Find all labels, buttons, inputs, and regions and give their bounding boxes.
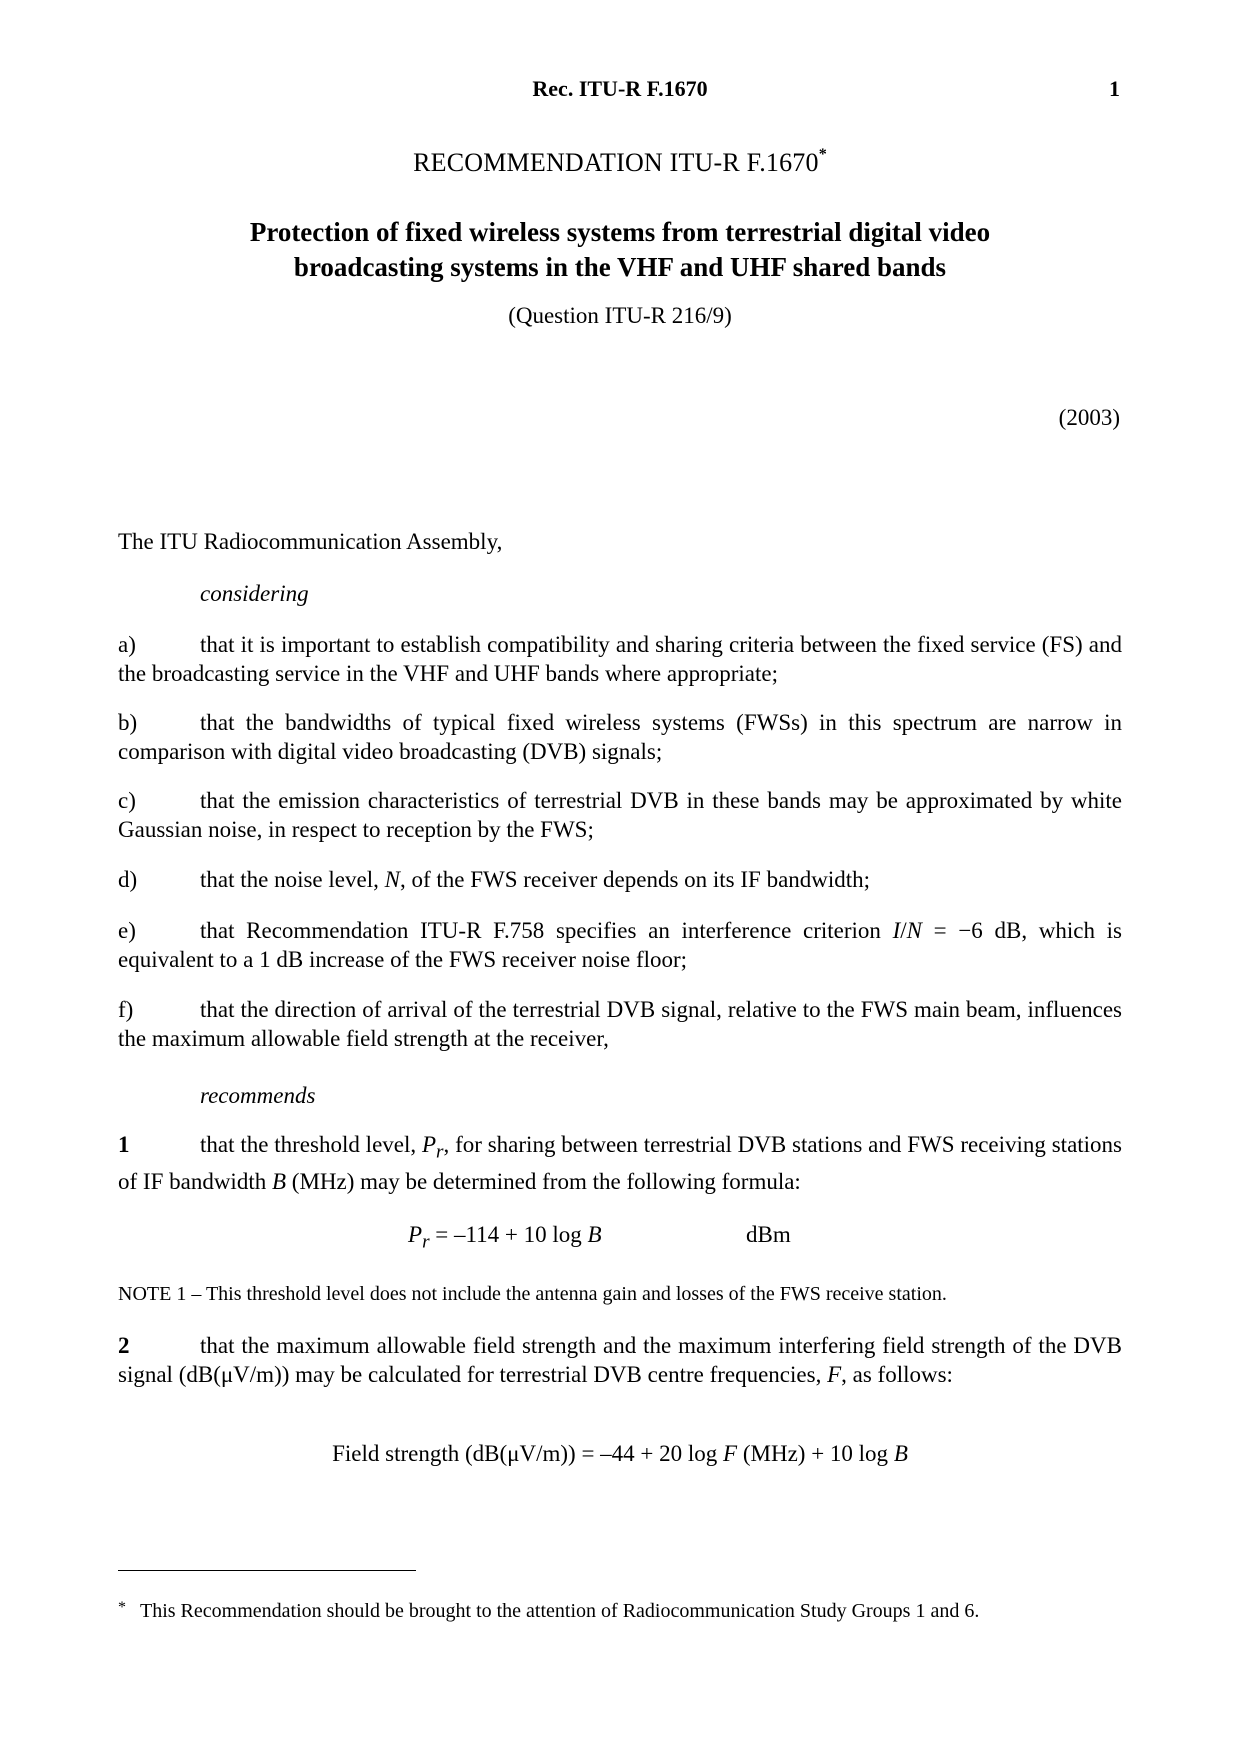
header-doc-ref: Rec. ITU-R F.1670	[532, 76, 708, 101]
threshold-formula	[408, 1222, 791, 1254]
item-number: 2	[118, 1333, 130, 1358]
item-number: 1	[118, 1132, 130, 1157]
item-label: e)	[118, 918, 136, 943]
considering-heading: considering	[200, 581, 309, 606]
running-header	[0, 76, 1240, 106]
recommends-item-2	[118, 1331, 1122, 1389]
item-text: that it is important to establish compatibility and sharing criteria between the fixed service (FS) and the broadcasting service in the VHF and UHF bands where appropriate;	[118, 632, 1122, 686]
item-text: , of the FWS receiver depends on its IF bandwidth;	[399, 867, 871, 892]
formula-variable-b: B	[893, 1441, 908, 1466]
item-text: , as follows:	[841, 1362, 953, 1387]
title-line-2: broadcasting systems in the VHF and UHF shared bands	[293, 252, 947, 282]
item-text: that the noise level,	[200, 867, 385, 892]
item-text: , for sharing between terrestrial DVB stations and FWS receiving stations of IF bandwidth	[118, 1132, 1123, 1194]
considering-item-a	[118, 630, 1122, 688]
item-text: that Recommendation ITU-R F.758 specifies an interference criterion	[200, 918, 893, 943]
item-label: b)	[118, 710, 138, 735]
item-text: that the direction of arrival of the terrestrial DVB signal, relative to the FWS main beam, influences the maximum allowable field strength at the receiver,	[118, 997, 1122, 1051]
approval-year: (2003)	[1058, 405, 1120, 430]
footnote-text: This Recommendation should be brought to the attention of Radiocommunication Study Groups 1 and 6.	[140, 1600, 980, 1622]
formula-variable-b: B	[587, 1222, 602, 1247]
footnote-reference: *	[818, 146, 827, 163]
note-1: NOTE 1 – This threshold level does not include the antenna gain and losses of the FWS receive station.	[118, 1283, 947, 1305]
variable-p: P	[421, 1132, 437, 1157]
variable-n: N	[906, 918, 922, 943]
considering-item-c	[118, 786, 1122, 844]
footnote-marker: *	[118, 1599, 126, 1616]
title-line-1: Protection of fixed wireless systems from terrestrial digital video	[249, 217, 991, 247]
document-title	[0, 215, 1240, 285]
item-text: that the emission characteristics of terrestrial DVB in these bands may be approximated by white Gaussian noise, in respect to reception by the FWS;	[118, 788, 1122, 842]
formula-variable-f: F	[723, 1441, 738, 1466]
variable-i: I	[892, 918, 901, 943]
formula-unit: dBm	[746, 1222, 791, 1247]
question-reference: (Question ITU-R 216/9)	[508, 303, 732, 328]
footnote	[118, 1600, 979, 1623]
considering-item-f	[118, 995, 1122, 1053]
recommendation-heading	[0, 148, 1240, 178]
item-label: f)	[118, 997, 134, 1022]
slash: /	[900, 918, 907, 943]
formula-lhs-subscript: r	[422, 1231, 430, 1253]
recommends-item-1	[118, 1130, 1122, 1196]
item-text: that the maximum allowable field strength and the maximum interfering field strength of the DVB signal (dB(μV/m)) may be calculated for terrestrial DVB centre frequencies,	[118, 1333, 1122, 1387]
item-text: that the bandwidths of typical fixed wireless systems (FWSs) in this spectrum are narrow in comparison with digital video broadcasting (DVB) signals;	[118, 710, 1122, 764]
item-text: = −6 dB, which is equivalent to a 1 dB increase of the FWS receiver noise floor;	[118, 918, 1122, 972]
formula-rhs: = –114 + 10 log	[429, 1222, 588, 1247]
footnote-separator	[118, 1570, 416, 1571]
variable-n: N	[384, 867, 400, 892]
item-text: (MHz) may be determined from the following formula:	[286, 1168, 801, 1194]
formula-part-1: Field strength (dB(μV/m)) = –44 + 20 log	[332, 1441, 724, 1466]
variable-f: F	[827, 1362, 842, 1387]
assembly-line: The ITU Radiocommunication Assembly,	[118, 529, 503, 554]
item-label: d)	[118, 867, 138, 892]
header-page-number: 1	[1109, 76, 1120, 101]
variable-subscript-r: r	[436, 1141, 444, 1163]
item-text: that the threshold level,	[200, 1132, 422, 1157]
item-label: c)	[118, 788, 136, 813]
recommendation-number: RECOMMENDATION ITU-R F.1670	[413, 148, 819, 177]
formula-lhs: P	[408, 1222, 423, 1247]
considering-item-e	[118, 916, 1122, 974]
variable-b: B	[271, 1168, 287, 1194]
item-label: a)	[118, 632, 136, 657]
recommends-heading: recommends	[200, 1083, 316, 1108]
considering-item-b	[118, 708, 1122, 766]
formula-part-2: (MHz) + 10 log	[737, 1441, 894, 1466]
field-strength-formula	[0, 1441, 1240, 1467]
considering-item-d	[118, 865, 1122, 894]
